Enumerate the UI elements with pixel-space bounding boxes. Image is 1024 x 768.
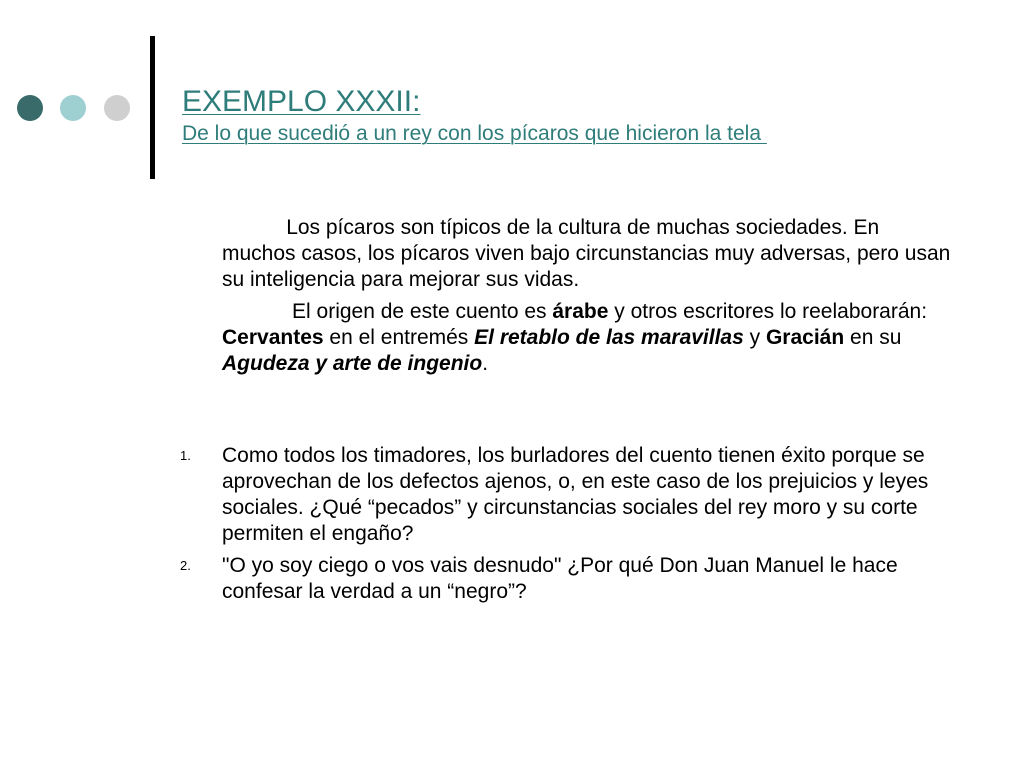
title-block: [182, 84, 1002, 147]
list-item-number: 2.: [180, 558, 191, 573]
intro-paragraph-1: [222, 215, 952, 293]
vertical-rule-icon: [150, 36, 155, 179]
intro-paragraph-2: [222, 299, 952, 377]
intro-paragraph-1-text: Los pícaros son típicos de la cultura de muchas sociedades. En muchos casos, los pícaros viven bajo circunstancias muy adversas, pero usan su inteligencia para mejorar sus vidas.: [222, 216, 951, 291]
intro-p2-agudeza: Agudeza y arte de ingenio: [222, 352, 483, 375]
list-item-text: Como todos los timadores, los burladores del cuento tienen éxito porque se aprovechan de los defectos ajenos, o, en este caso de los prejuicios y leyes sociales. ¿Qué “pecados” y circunstancias sociales del rey moro y su corte permiten el engaño?: [222, 444, 929, 545]
dark-teal-circle-icon: [17, 95, 43, 121]
slide-title-text: EXEMPLO XXXII: [182, 85, 413, 118]
slide-title: [182, 84, 1002, 120]
light-teal-circle-icon: [60, 95, 86, 121]
intro-p2-g: y: [743, 326, 766, 349]
grey-circle-icon: [104, 95, 130, 121]
slide-subtitle: De lo que sucedió a un rey con los pícaros que hicieron la tela: [182, 122, 767, 145]
list-item: [180, 553, 960, 605]
list-item-text: "O yo soy ciego o vos vais desnudo" ¿Por qué Don Juan Manuel le hace confesar la verdad a un “negro”?: [222, 554, 898, 603]
list-item: [180, 443, 960, 547]
list-item-number: 1.: [180, 448, 191, 463]
slide-title-colon: :: [412, 85, 421, 118]
intro-p2-k: .: [482, 352, 489, 375]
intro-p2-arabe: árabe: [552, 300, 609, 323]
intro-p2-retablo: El retablo de las maravillas: [474, 326, 744, 349]
intro-text: [222, 215, 952, 377]
intro-p2-gracian: Gracián: [765, 326, 845, 349]
intro-p2-cervantes: Cervantes: [222, 326, 324, 349]
intro-p2-i: en su: [844, 326, 902, 349]
intro-p2-c: y otros escritores lo reelaborarán:: [608, 300, 928, 323]
questions-list: [180, 443, 960, 605]
intro-p2-a: El origen de este cuento es: [292, 300, 553, 323]
intro-p2-e: en el entremés: [323, 326, 475, 349]
